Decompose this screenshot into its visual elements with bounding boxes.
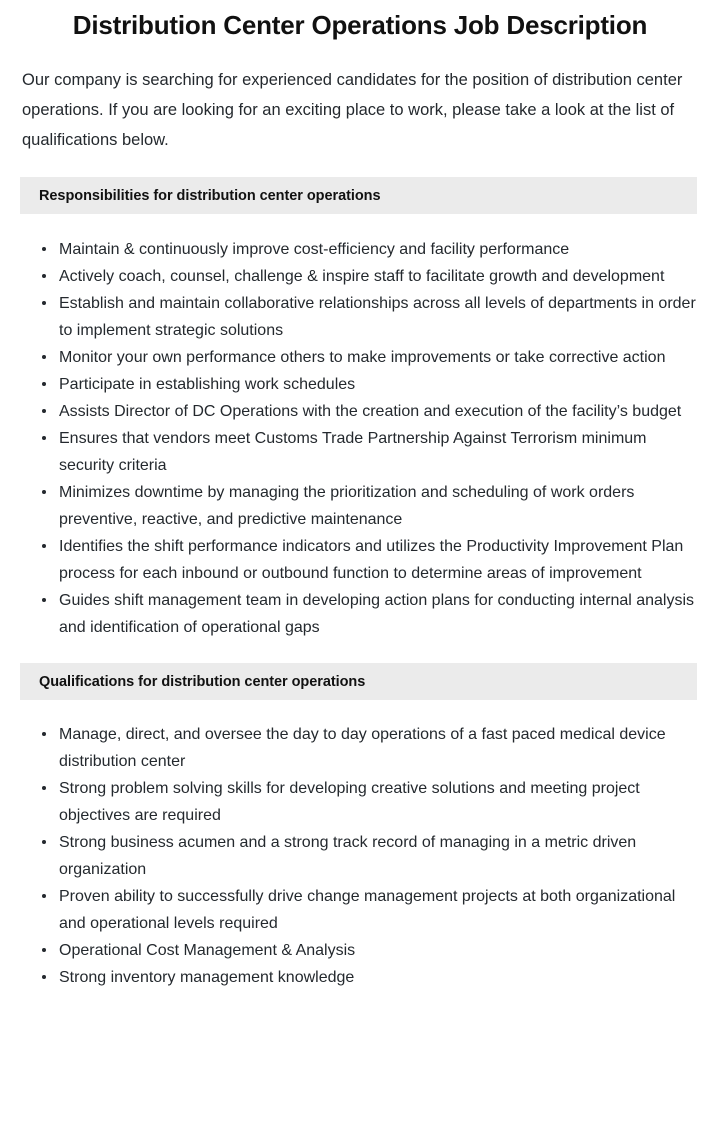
list-item-text: Manage, direct, and oversee the day to day operations of a fast paced medical device distribution center — [59, 726, 666, 770]
responsibilities-list — [0, 214, 720, 641]
intro-paragraph: Our company is searching for experienced candidates for the position of distribution center operations. If you are looking for an exciting place to work, please take a look at the list of qualifications below. — [22, 71, 683, 149]
bullet-dot-icon — [42, 274, 46, 278]
list-item — [0, 479, 720, 533]
list-item-text: Identifies the shift performance indicators and utilizes the Productivity Improvement Plan process for each inbound or outbound function to determine areas of improvement — [59, 538, 684, 582]
bullet-dot-icon — [42, 948, 46, 952]
list-item — [0, 263, 720, 290]
bullet-dot-icon — [42, 894, 46, 898]
list-item — [0, 587, 720, 641]
list-item — [0, 775, 720, 829]
list-item-text: Participate in establishing work schedules — [59, 376, 356, 393]
bullet-dot-icon — [42, 544, 46, 548]
list-item-text: Establish and maintain collaborative relationships across all levels of departments in order to implement strategic solutions — [59, 295, 696, 339]
bullet-dot-icon — [42, 732, 46, 736]
section-header-responsibilities — [20, 177, 697, 214]
list-item-text: Strong business acumen and a strong track record of managing in a metric driven organization — [59, 834, 637, 878]
bullet-dot-icon — [42, 786, 46, 790]
list-item — [0, 398, 720, 425]
bullet-dot-icon — [42, 409, 46, 413]
list-item — [0, 964, 720, 991]
list-item-text: Maintain & continuously improve cost-efficiency and facility performance — [59, 241, 570, 258]
bullet-dot-icon — [42, 975, 46, 979]
list-item — [0, 883, 720, 937]
list-item-text: Strong inventory management knowledge — [59, 969, 355, 986]
list-item-text: Proven ability to successfully drive change management projects at both organizational and operational levels required — [59, 888, 676, 932]
list-item — [0, 371, 720, 398]
section-header-label: Qualifications for distribution center operations — [39, 673, 366, 690]
list-item-text: Strong problem solving skills for developing creative solutions and meeting project objectives are required — [59, 780, 640, 824]
list-item-text: Actively coach, counsel, challenge & inspire staff to facilitate growth and development — [59, 268, 665, 285]
list-item — [0, 721, 720, 775]
list-item — [0, 829, 720, 883]
bullet-dot-icon — [42, 436, 46, 440]
bullet-dot-icon — [42, 382, 46, 386]
list-item-text: Minimizes downtime by managing the prioritization and scheduling of work orders preventive, reactive, and predictive maintenance — [59, 484, 635, 528]
list-item-text: Guides shift management team in developing action plans for conducting internal analysis and identification of operational gaps — [59, 592, 695, 636]
qualifications-list — [0, 700, 720, 991]
bullet-dot-icon — [42, 301, 46, 305]
list-item — [0, 937, 720, 964]
bullet-dot-icon — [42, 840, 46, 844]
list-item-text: Monitor your own performance others to make improvements or take corrective action — [59, 349, 666, 366]
list-item — [0, 344, 720, 371]
list-item-text: Operational Cost Management & Analysis — [59, 942, 356, 959]
list-item-text: Ensures that vendors meet Customs Trade Partnership Against Terrorism minimum security criteria — [59, 430, 647, 474]
list-item-text: Assists Director of DC Operations with the creation and execution of the facility’s budget — [59, 403, 682, 420]
bullet-dot-icon — [42, 598, 46, 602]
list-item — [0, 425, 720, 479]
list-item — [0, 236, 720, 263]
page-title: Distribution Center Operations Job Description — [72, 10, 648, 40]
bullet-dot-icon — [42, 355, 46, 359]
section-header-qualifications — [20, 663, 697, 700]
section-header-label: Responsibilities for distribution center operations — [39, 187, 381, 204]
bullet-dot-icon — [42, 247, 46, 251]
list-item — [0, 290, 720, 344]
bullet-dot-icon — [42, 490, 46, 494]
list-item — [0, 533, 720, 587]
